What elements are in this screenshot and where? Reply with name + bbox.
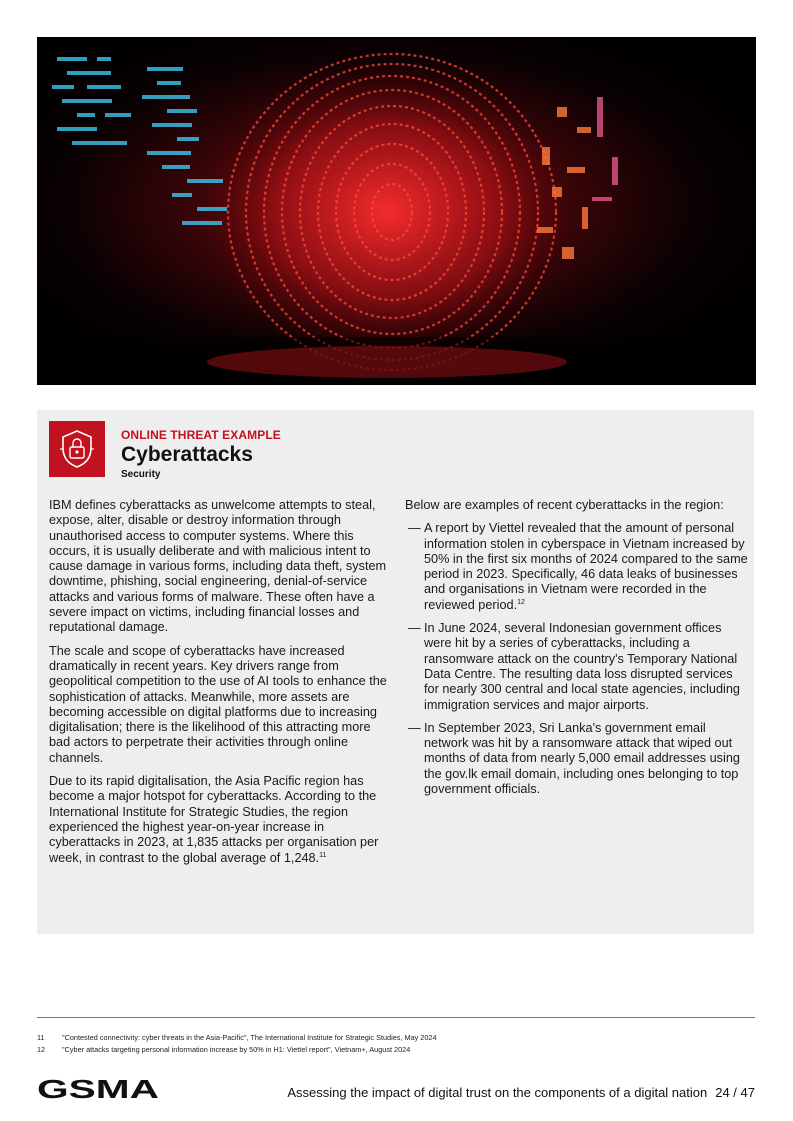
threat-example-panel [37, 410, 754, 934]
example-list [405, 521, 750, 797]
list-item [405, 721, 750, 797]
footnote-divider [37, 1017, 755, 1018]
paragraph: The scale and scope of cyberattacks have increased dramatically in recent years. Key drivers range from geopolitical competition to the use of AI tools to enhance the sophistication of attacks. Meanwhile, more assets are becoming accessible on digital platforms due to increasing digitalisation; there is the likelihood of this attracting more bad actors to perpetrate their activities through online channels. [49, 643, 387, 765]
footnote-ref[interactable]: 12 [517, 598, 525, 606]
footnote-number: 11 [37, 1033, 45, 1042]
footnote-ref[interactable]: 11 [319, 851, 327, 859]
dash-bullet: — [408, 621, 421, 636]
list-item [405, 621, 750, 713]
left-column [49, 498, 394, 874]
dash-bullet: — [408, 720, 421, 735]
logo-text: GSMA [37, 1076, 160, 1102]
gsma-logo[interactable] [37, 1076, 162, 1107]
gsma-logo-mark [37, 1076, 162, 1102]
footnote [37, 1032, 437, 1044]
dash-bullet: — [408, 521, 421, 536]
threat-badge [49, 421, 105, 477]
paragraph: Below are examples of recent cyberattacks in the region: [405, 498, 724, 512]
document-title-text: Assessing the impact of digital trust on the components of a digital nation [287, 1085, 708, 1100]
eyebrow-label: ONLINE THREAT EXAMPLE [121, 428, 281, 442]
paragraph: IBM defines cyberattacks as unwelcome attempts to steal, expose, alter, disable or destroy information through unauthorised access to computer systems. Where this occurs, it is usually deliberate and with malicious intent to cause damage in various forms, including data theft, system downtime, phishing, social engineering, denial-of-service attacks and various forms of malware. These often have a severe impact on victims, including financial losses and reputational damage. [49, 498, 387, 635]
panel-subtitle: Security [121, 469, 161, 480]
list-item-text: In June 2024, several Indonesian government offices were hit by a series of cyberattacks, including a ransomware attack on the country's Temporary National Data Centre. The resulting data loss disrupted services for nearly 300 central and local state agencies, including immigration services and major airports. [424, 621, 740, 712]
right-column [405, 498, 750, 805]
panel-title: Cyberattacks [121, 443, 253, 466]
footnote-text: "Cyber attacks targeting personal information increase by 50% in H1: Viettel report", Vietnam+, August 2024 [62, 1045, 411, 1054]
footnotes [37, 1032, 437, 1056]
footnote [37, 1044, 437, 1056]
list-item-text: In September 2023, Sri Lanka's government email network was hit by a ransomware attack that wiped out months of data from nearly 5,000 email addresses using the gov.lk email domain, including ones belonging to top government officials. [424, 720, 740, 797]
paragraph [49, 774, 394, 866]
fingerprint-illustration [37, 37, 756, 385]
shield-lock-icon [59, 429, 95, 469]
page-number: 24 / 47 [715, 1085, 755, 1100]
list-item [405, 521, 750, 613]
paragraph-text: Due to its rapid digitalisation, the Asia Pacific region has become a major hotspot for cyberattacks. According to the International Institute for Strategic Studies, the region experienced the highest year-on-year increase in cyberattacks in 2023, at 1,835 attacks per organisation per week, in contrast to the global average of 1,248. [49, 774, 379, 865]
hero-image-fingerprint [37, 37, 756, 385]
list-item-text: A report by Viettel revealed that the amount of personal information stolen in cyberspace in Vietnam increased by 50% in the first six months of 2024 compared to the same period in 2023. Specifically, 46 data leaks of businesses and organisations in Vietnam were recorded in the reviewed period. [424, 521, 748, 612]
document-title [287, 1085, 755, 1100]
footnote-number: 12 [37, 1045, 46, 1054]
footnote-text: "Contested connectivity: cyber threats in the Asia-Pacific", The International Institute for Strategic Studies, May 2024 [62, 1033, 437, 1042]
